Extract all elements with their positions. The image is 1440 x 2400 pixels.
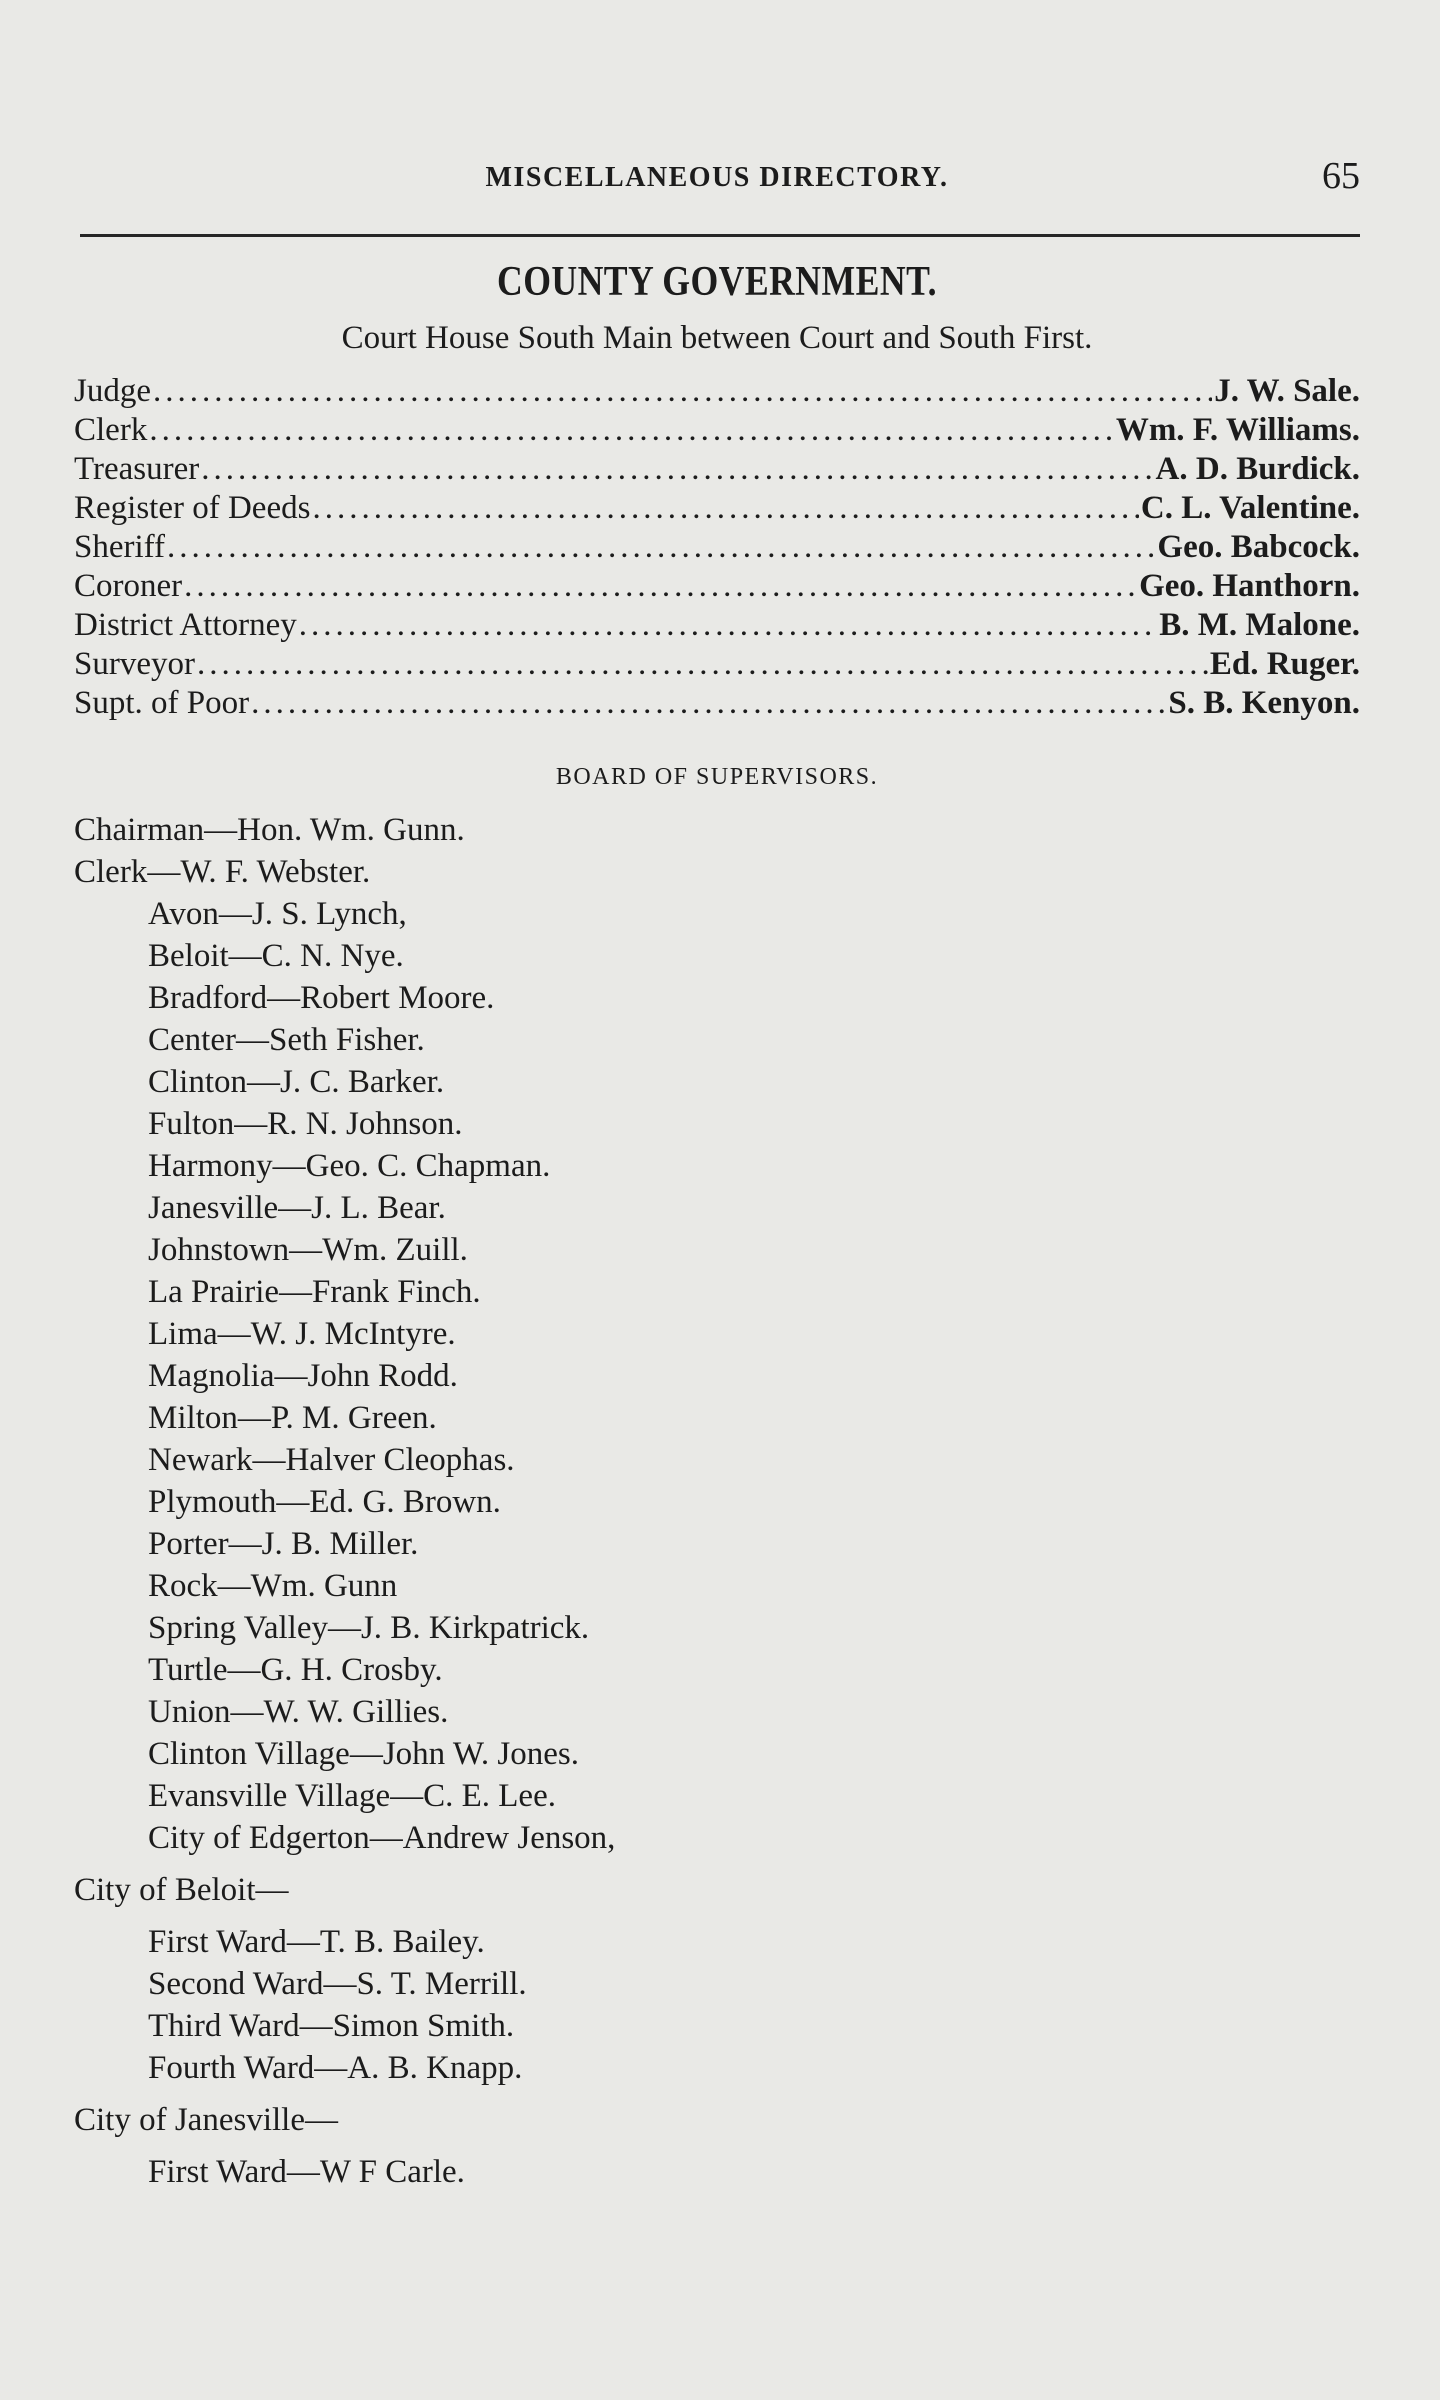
board-of-supervisors-list [74,809,1360,2193]
list-item: Lima—W. J. McIntyre. [148,1316,456,1352]
list-item: Plymouth—Ed. G. Brown. [148,1484,501,1520]
officer-name: C. L. Valentine. [1140,490,1360,526]
list-item: First Ward—T. B. Bailey. [148,1924,485,1960]
city-of-beloit-heading: City of Beloit— [74,1872,289,1908]
officer-row-clerk [74,412,1360,451]
list-item: Fourth Ward—A. B. Knapp. [148,2050,523,2086]
list-item: Bradford—Robert Moore. [148,980,495,1016]
officer-title: Judge [74,373,151,409]
officer-title: Sheriff [74,529,166,565]
officer-title: Surveyor [74,646,195,682]
officer-row-treasurer [74,451,1360,490]
officer-name: Geo. Hanthorn. [1139,568,1360,604]
header-rule [80,234,1360,237]
officer-name: J. W. Sale. [1214,373,1360,409]
dot-leader [197,646,1208,683]
officer-name: A. D. Burdick. [1155,451,1360,487]
list-item: La Prairie—Frank Finch. [148,1274,481,1310]
officer-row-judge [74,373,1360,412]
officer-row-surveyor [74,646,1360,685]
dot-leader [299,607,1158,644]
officer-row-coroner [74,568,1360,607]
list-item: Harmony—Geo. C. Chapman. [148,1148,551,1184]
directory-page [74,150,1360,2193]
page-number: 65 [1322,155,1360,197]
list-item: Union—W. W. Gillies. [148,1694,449,1730]
dot-leader [167,529,1155,566]
dot-leader [251,685,1166,722]
officer-name: Geo. Babcock. [1157,529,1360,565]
list-item: City of Edgerton—Andrew Jenson, [148,1820,616,1856]
list-item: Porter—J. B. Miller. [148,1526,419,1562]
officer-row-register-of-deeds [74,490,1360,529]
city-of-janesville-heading: City of Janesville— [74,2102,338,2138]
officer-title: Coroner [74,568,183,604]
dot-leader [149,412,1113,449]
dot-leader [312,490,1138,527]
section-subtitle: Court House South Main between Court and South First. [341,320,1093,356]
dot-leader [184,568,1137,605]
officer-list [74,373,1360,724]
list-item: Rock—Wm. Gunn [148,1568,398,1604]
dot-leader [201,451,1153,488]
list-item: Second Ward—S. T. Merrill. [148,1966,527,2002]
officer-name: S. B. Kenyon. [1168,685,1360,721]
officer-name: Ed. Ruger. [1209,646,1360,682]
officer-title: District Attorney [74,607,297,643]
officer-row-sheriff [74,529,1360,568]
officer-row-district-attorney [74,607,1360,646]
officer-name: Wm. F. Williams. [1115,412,1360,448]
list-item: Avon—J. S. Lynch, [148,896,407,932]
board-heading: BOARD OF SUPERVISORS. [555,764,879,790]
list-item: Milton—P. M. Green. [148,1400,437,1436]
officer-title: Clerk [74,412,148,448]
list-item: Beloit—C. N. Nye. [148,938,404,974]
list-item: Third Ward—Simon Smith. [148,2008,515,2044]
officer-title: Treasurer [74,451,200,487]
officer-name: B. M. Malone. [1159,607,1360,643]
officer-title: Supt. of Poor [74,685,250,721]
list-item: Janesville—J. L. Bear. [148,1190,446,1226]
list-item: Turtle—G. H. Crosby. [148,1652,443,1688]
officer-title: Register of Deeds [74,490,311,526]
list-item: Fulton—R. N. Johnson. [148,1106,463,1142]
list-item: Johnstown—Wm. Zuill. [148,1232,468,1268]
officer-row-supt-of-poor [74,685,1360,724]
running-head [74,150,1360,210]
list-item: Newark—Halver Cleophas. [148,1442,515,1478]
list-item: Magnolia—John Rodd. [148,1358,458,1394]
list-item: Evansville Village—C. E. Lee. [148,1778,556,1814]
list-item: Spring Valley—J. B. Kirkpatrick. [148,1610,590,1646]
dot-leader [153,373,1212,410]
board-chairman: Chairman—Hon. Wm. Gunn. [74,812,465,848]
list-item: First Ward—W F Carle. [148,2154,465,2190]
list-item: Clinton—J. C. Barker. [148,1064,445,1100]
board-clerk: Clerk—W. F. Webster. [74,854,371,890]
running-title: MISCELLANEOUS DIRECTORY. [485,162,949,193]
section-title: COUNTY GOVERNMENT. [496,259,938,305]
list-item: Clinton Village—John W. Jones. [148,1736,580,1772]
list-item: Center—Seth Fisher. [148,1022,425,1058]
